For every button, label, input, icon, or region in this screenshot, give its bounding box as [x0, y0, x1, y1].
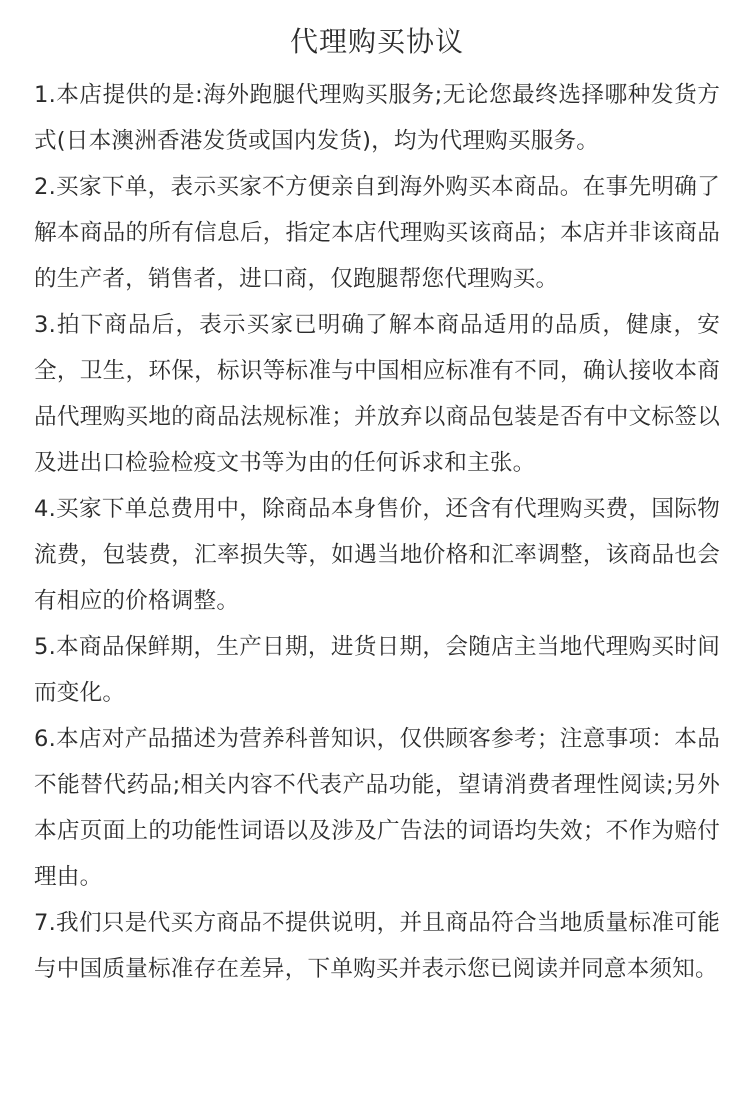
clause-1: 1.本店提供的是:海外跑腿代理购买服务;无论您最终选择哪种发货方式(日本澳洲香港发货或国内发货)，均为代理购买服务。	[34, 82, 720, 154]
clause-5: 5.本商品保鲜期，生产日期，进货日期，会随店主当地代理购买时间而变化。	[34, 634, 720, 706]
clause-7: 7.我们只是代买方商品不提供说明，并且商品符合当地质量标准可能与中国质量标准存在差异，下单购买并表示您已阅读并同意本须知。	[34, 910, 720, 982]
clause-2: 2.买家下单，表示买家不方便亲自到海外购买本商品。在事先明确了解本商品的所有信息后，指定本店代理购买该商品；本店并非该商品的生产者，销售者，进口商，仅跑腿帮您代理购买。	[34, 174, 720, 292]
clause-3: 3.拍下商品后，表示买家已明确了解本商品适用的品质，健康，安全，卫生，环保，标识等标准与中国相应标准有不同，确认接收本商品代理购买地的商品法规标准；并放弃以商品包装是否有中文标签以及进出口检验检疫文书等为由的任何诉求和主张。	[34, 312, 720, 476]
clause-4: 4.买家下单总费用中，除商品本身售价，还含有代理购买费，国际物流费，包装费，汇率损失等，如遇当地价格和汇率调整，该商品也会有相应的价格调整。	[34, 496, 720, 614]
clause-6: 6.本店对产品描述为营养科普知识，仅供顾客参考；注意事项：本品不能替代药品;相关内容不代表产品功能，望请消费者理性阅读;另外本店页面上的功能性词语以及涉及广告法的词语均失效；不作为赔付理由。	[34, 726, 720, 890]
document-title: 代理购买协议	[289, 25, 464, 58]
clause-list	[34, 72, 720, 992]
